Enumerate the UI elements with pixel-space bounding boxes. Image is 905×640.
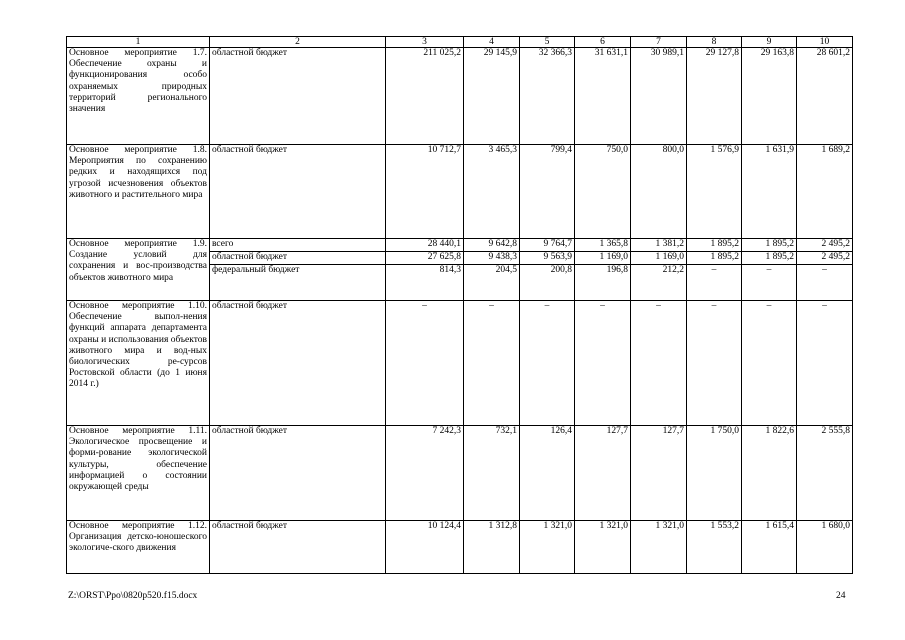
amount-cell: 1 169,0 bbox=[575, 252, 631, 265]
activity-description: Основное мероприятие 1.8. Мероприятия по сохранению редких и находящихся под угрозой исчезновения объектов животного и растительного мира bbox=[67, 145, 210, 239]
amount-cell: 30 989,1 bbox=[631, 48, 687, 145]
amount-cell: – bbox=[575, 301, 631, 426]
amount-cell: 1 553,2 bbox=[687, 521, 742, 574]
amount-cell: 1 680,0 bbox=[797, 521, 853, 574]
header-cell: 10 bbox=[797, 37, 853, 48]
funding-source: областной бюджет bbox=[210, 521, 386, 574]
header-cell: 8 bbox=[687, 37, 742, 48]
amount-cell: 1 381,2 bbox=[631, 239, 687, 252]
amount-cell: 1 312,8 bbox=[464, 521, 520, 574]
amount-cell: 9 563,9 bbox=[520, 252, 575, 265]
amount-cell: – bbox=[687, 301, 742, 426]
amount-cell: 1 895,2 bbox=[742, 252, 797, 265]
header-cell: 6 bbox=[575, 37, 631, 48]
amount-cell: 1 750,0 bbox=[687, 426, 742, 521]
table-row bbox=[67, 301, 853, 426]
amount-cell: 32 366,3 bbox=[520, 48, 575, 145]
activity-description: Основное мероприятие 1.7. Обеспечение охраны и функционирования особо охраняемых природных территорий регионального значения bbox=[67, 48, 210, 145]
amount-cell: 814,3 bbox=[386, 265, 464, 301]
amount-cell: 29 127,8 bbox=[687, 48, 742, 145]
amount-cell: 1 631,9 bbox=[742, 145, 797, 239]
header-row bbox=[67, 37, 853, 48]
activity-description: Основное мероприятие 1.9. Создание условий для сохранения и вос-производства объектов животного мира bbox=[67, 239, 210, 301]
funding-source: федеральный бюджет bbox=[210, 265, 386, 301]
header-cell: 9 bbox=[742, 37, 797, 48]
amount-cell: 2 555,8 bbox=[797, 426, 853, 521]
funding-source: областной бюджет bbox=[210, 48, 386, 145]
amount-cell: 29 163,8 bbox=[742, 48, 797, 145]
amount-cell: 2 495,2 bbox=[797, 239, 853, 252]
header-cell: 1 bbox=[67, 37, 210, 48]
amount-cell: 799,4 bbox=[520, 145, 575, 239]
amount-cell: 28 440,1 bbox=[386, 239, 464, 252]
amount-cell: 1 576,9 bbox=[687, 145, 742, 239]
amount-cell: 1 321,0 bbox=[631, 521, 687, 574]
amount-cell: 196,8 bbox=[575, 265, 631, 301]
amount-cell: 9 764,7 bbox=[520, 239, 575, 252]
funding-source: всего bbox=[210, 239, 386, 252]
amount-cell: 126,4 bbox=[520, 426, 575, 521]
amount-cell: 204,5 bbox=[464, 265, 520, 301]
amount-cell: – bbox=[742, 301, 797, 426]
header-cell: 5 bbox=[520, 37, 575, 48]
amount-cell: 31 631,1 bbox=[575, 48, 631, 145]
funding-source: областной бюджет bbox=[210, 145, 386, 239]
amount-cell: 27 625,8 bbox=[386, 252, 464, 265]
table-row bbox=[67, 145, 853, 239]
amount-cell: 1 365,8 bbox=[575, 239, 631, 252]
amount-cell: 1 615,4 bbox=[742, 521, 797, 574]
amount-cell: – bbox=[797, 265, 853, 301]
amount-cell: 211 025,2 bbox=[386, 48, 464, 145]
amount-cell: 127,7 bbox=[631, 426, 687, 521]
activity-description: Основное мероприятие 1.12. Организация детско-юношеского экологиче-ского движения bbox=[67, 521, 210, 574]
header-cell: 3 bbox=[386, 37, 464, 48]
amount-cell: – bbox=[742, 265, 797, 301]
table-row bbox=[67, 239, 853, 252]
amount-cell: 800,0 bbox=[631, 145, 687, 239]
amount-cell: 1 822,6 bbox=[742, 426, 797, 521]
page-number: 24 bbox=[836, 591, 846, 601]
activity-description: Основное мероприятие 1.11. Экологическое просвещение и форми-рование экологической культуры, обеспечение информацией о состоянии окружающей среды bbox=[67, 426, 210, 521]
amount-cell: – bbox=[687, 265, 742, 301]
amount-cell: 2 495,2 bbox=[797, 252, 853, 265]
amount-cell: 1 689,2 bbox=[797, 145, 853, 239]
amount-cell: 10 124,4 bbox=[386, 521, 464, 574]
amount-cell: 3 465,3 bbox=[464, 145, 520, 239]
header-cell: 2 bbox=[210, 37, 386, 48]
budget-table bbox=[66, 36, 853, 574]
amount-cell: 10 712,7 bbox=[386, 145, 464, 239]
amount-cell: 1 895,2 bbox=[687, 252, 742, 265]
table-row bbox=[67, 521, 853, 574]
amount-cell: 29 145,9 bbox=[464, 48, 520, 145]
amount-cell: 7 242,3 bbox=[386, 426, 464, 521]
table-row bbox=[67, 426, 853, 521]
amount-cell: 127,7 bbox=[575, 426, 631, 521]
header-cell: 4 bbox=[464, 37, 520, 48]
funding-source: областной бюджет bbox=[210, 426, 386, 521]
amount-cell: 212,2 bbox=[631, 265, 687, 301]
funding-source: областной бюджет bbox=[210, 301, 386, 426]
amount-cell: 1 895,2 bbox=[687, 239, 742, 252]
amount-cell: – bbox=[464, 301, 520, 426]
amount-cell: 750,0 bbox=[575, 145, 631, 239]
amount-cell: 9 438,3 bbox=[464, 252, 520, 265]
amount-cell: – bbox=[520, 301, 575, 426]
funding-source: областной бюджет bbox=[210, 252, 386, 265]
amount-cell: 1 169,0 bbox=[631, 252, 687, 265]
amount-cell: – bbox=[386, 301, 464, 426]
amount-cell: 9 642,8 bbox=[464, 239, 520, 252]
header-cell: 7 bbox=[631, 37, 687, 48]
table-row bbox=[67, 48, 853, 145]
amount-cell: 200,8 bbox=[520, 265, 575, 301]
amount-cell: 732,1 bbox=[464, 426, 520, 521]
amount-cell: – bbox=[631, 301, 687, 426]
amount-cell: 1 895,2 bbox=[742, 239, 797, 252]
file-path: Z:\ORST\Ppo\0820p520.f15.docx bbox=[68, 591, 198, 601]
amount-cell: 1 321,0 bbox=[575, 521, 631, 574]
activity-description: Основное мероприятие 1.10. Обеспечение выпол-нения функций аппарата департамента охраны и использования объектов животного мира и вод-ных биологических ре-сурсов Ростовской области (до 1 июня 2014 г.) bbox=[67, 301, 210, 426]
amount-cell: – bbox=[797, 301, 853, 426]
amount-cell: 28 601,2 bbox=[797, 48, 853, 145]
amount-cell: 1 321,0 bbox=[520, 521, 575, 574]
